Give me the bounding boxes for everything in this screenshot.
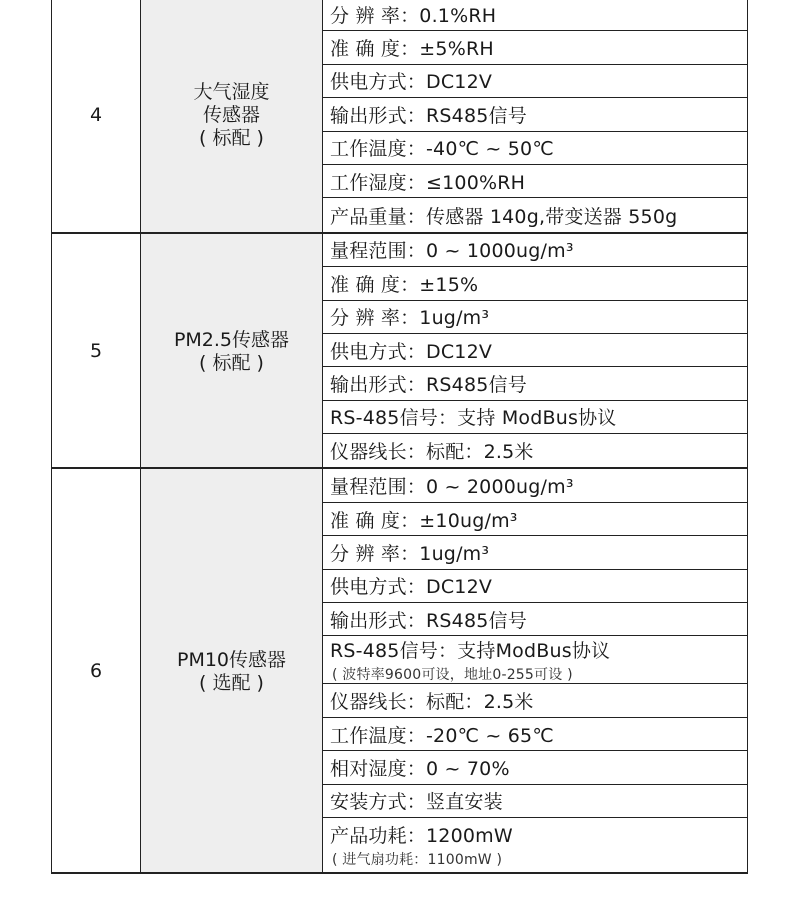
spec-item: 工作湿度：≤100%RH (323, 165, 747, 198)
spec-item: 安装方式：竖直安装 (323, 785, 747, 818)
row-number: 4 (51, 0, 141, 232)
row-number: 5 (51, 234, 141, 468)
spec-item (323, 636, 747, 684)
table-row-group-4 (51, 0, 748, 234)
sensor-config-label: ( 标配 ) (199, 127, 264, 150)
spec-item: 仪器线长：标配：2.5米 (330, 441, 534, 464)
spec-item: 供电方式：DC12V (323, 334, 747, 367)
spec-item: 工作温度：-40℃ ~ 50℃ (323, 132, 747, 165)
spec-item-note: ( 进气扇功耗：1100mW ) (332, 851, 503, 868)
row-number: 6 (51, 469, 141, 872)
sensor-name-line: PM10传感器 (176, 648, 287, 671)
spec-item-main: 产品功耗：1200mW (330, 824, 513, 847)
spec-item: 输出形式：RS485信号 (323, 367, 747, 400)
spec-item: RS-485信号：支持 ModBus协议 (323, 401, 747, 434)
spec-item: 工作温度：-20℃ ~ 65℃ (323, 718, 747, 751)
spec-item: 准 确 度：±10ug/m³ (323, 503, 747, 536)
sensor-name-line: 传感器 (202, 104, 260, 127)
sensor-config-label: ( 选配 ) (199, 671, 264, 694)
spec-item: 分 辨 率：0.1%RH (323, 0, 747, 31)
spec-item: 准 确 度：±15% (323, 267, 747, 300)
table-row-group-6 (51, 469, 748, 874)
spec-list (323, 469, 748, 872)
spec-list (323, 0, 748, 232)
spec-item-main: RS-485信号：支持ModBus协议 (330, 639, 611, 662)
spec-item: 相对湿度：0 ~ 70% (323, 751, 747, 784)
sensor-name-cell (141, 0, 323, 232)
spec-item: 供电方式：DC12V (323, 570, 747, 603)
sensor-config-label: ( 标配 ) (199, 351, 264, 374)
sensor-name-line: 大气湿度 (193, 81, 270, 104)
spec-item: 准 确 度：±5%RH (323, 31, 747, 64)
spec-item: 产品重量：传感器 140g,带变送器 550g (330, 205, 678, 228)
sensor-name-line: PM2.5传感器 (173, 328, 290, 351)
spec-item: 量程范围：0 ~ 2000ug/m³ (323, 469, 747, 502)
spec-item: 分 辨 率：1ug/m³ (323, 536, 747, 569)
sensor-name-cell (141, 469, 323, 872)
spec-item: 仪器线长：标配：2.5米 (323, 684, 747, 717)
spec-item-note: ( 波特率9600可设，地址0-255可设 ) (332, 666, 573, 683)
sensor-name-cell (141, 234, 323, 468)
spec-item: 量程范围：0 ~ 1000ug/m³ (323, 234, 747, 267)
table-row-group-5 (51, 234, 748, 470)
spec-table (51, 0, 748, 874)
spec-item (323, 818, 747, 872)
spec-item: 输出形式：RS485信号 (323, 98, 747, 131)
spec-list (323, 234, 748, 468)
spec-item: 分 辨 率：1ug/m³ (323, 301, 747, 334)
spec-item: 输出形式：RS485信号 (323, 603, 747, 636)
spec-item: 供电方式：DC12V (323, 65, 747, 98)
